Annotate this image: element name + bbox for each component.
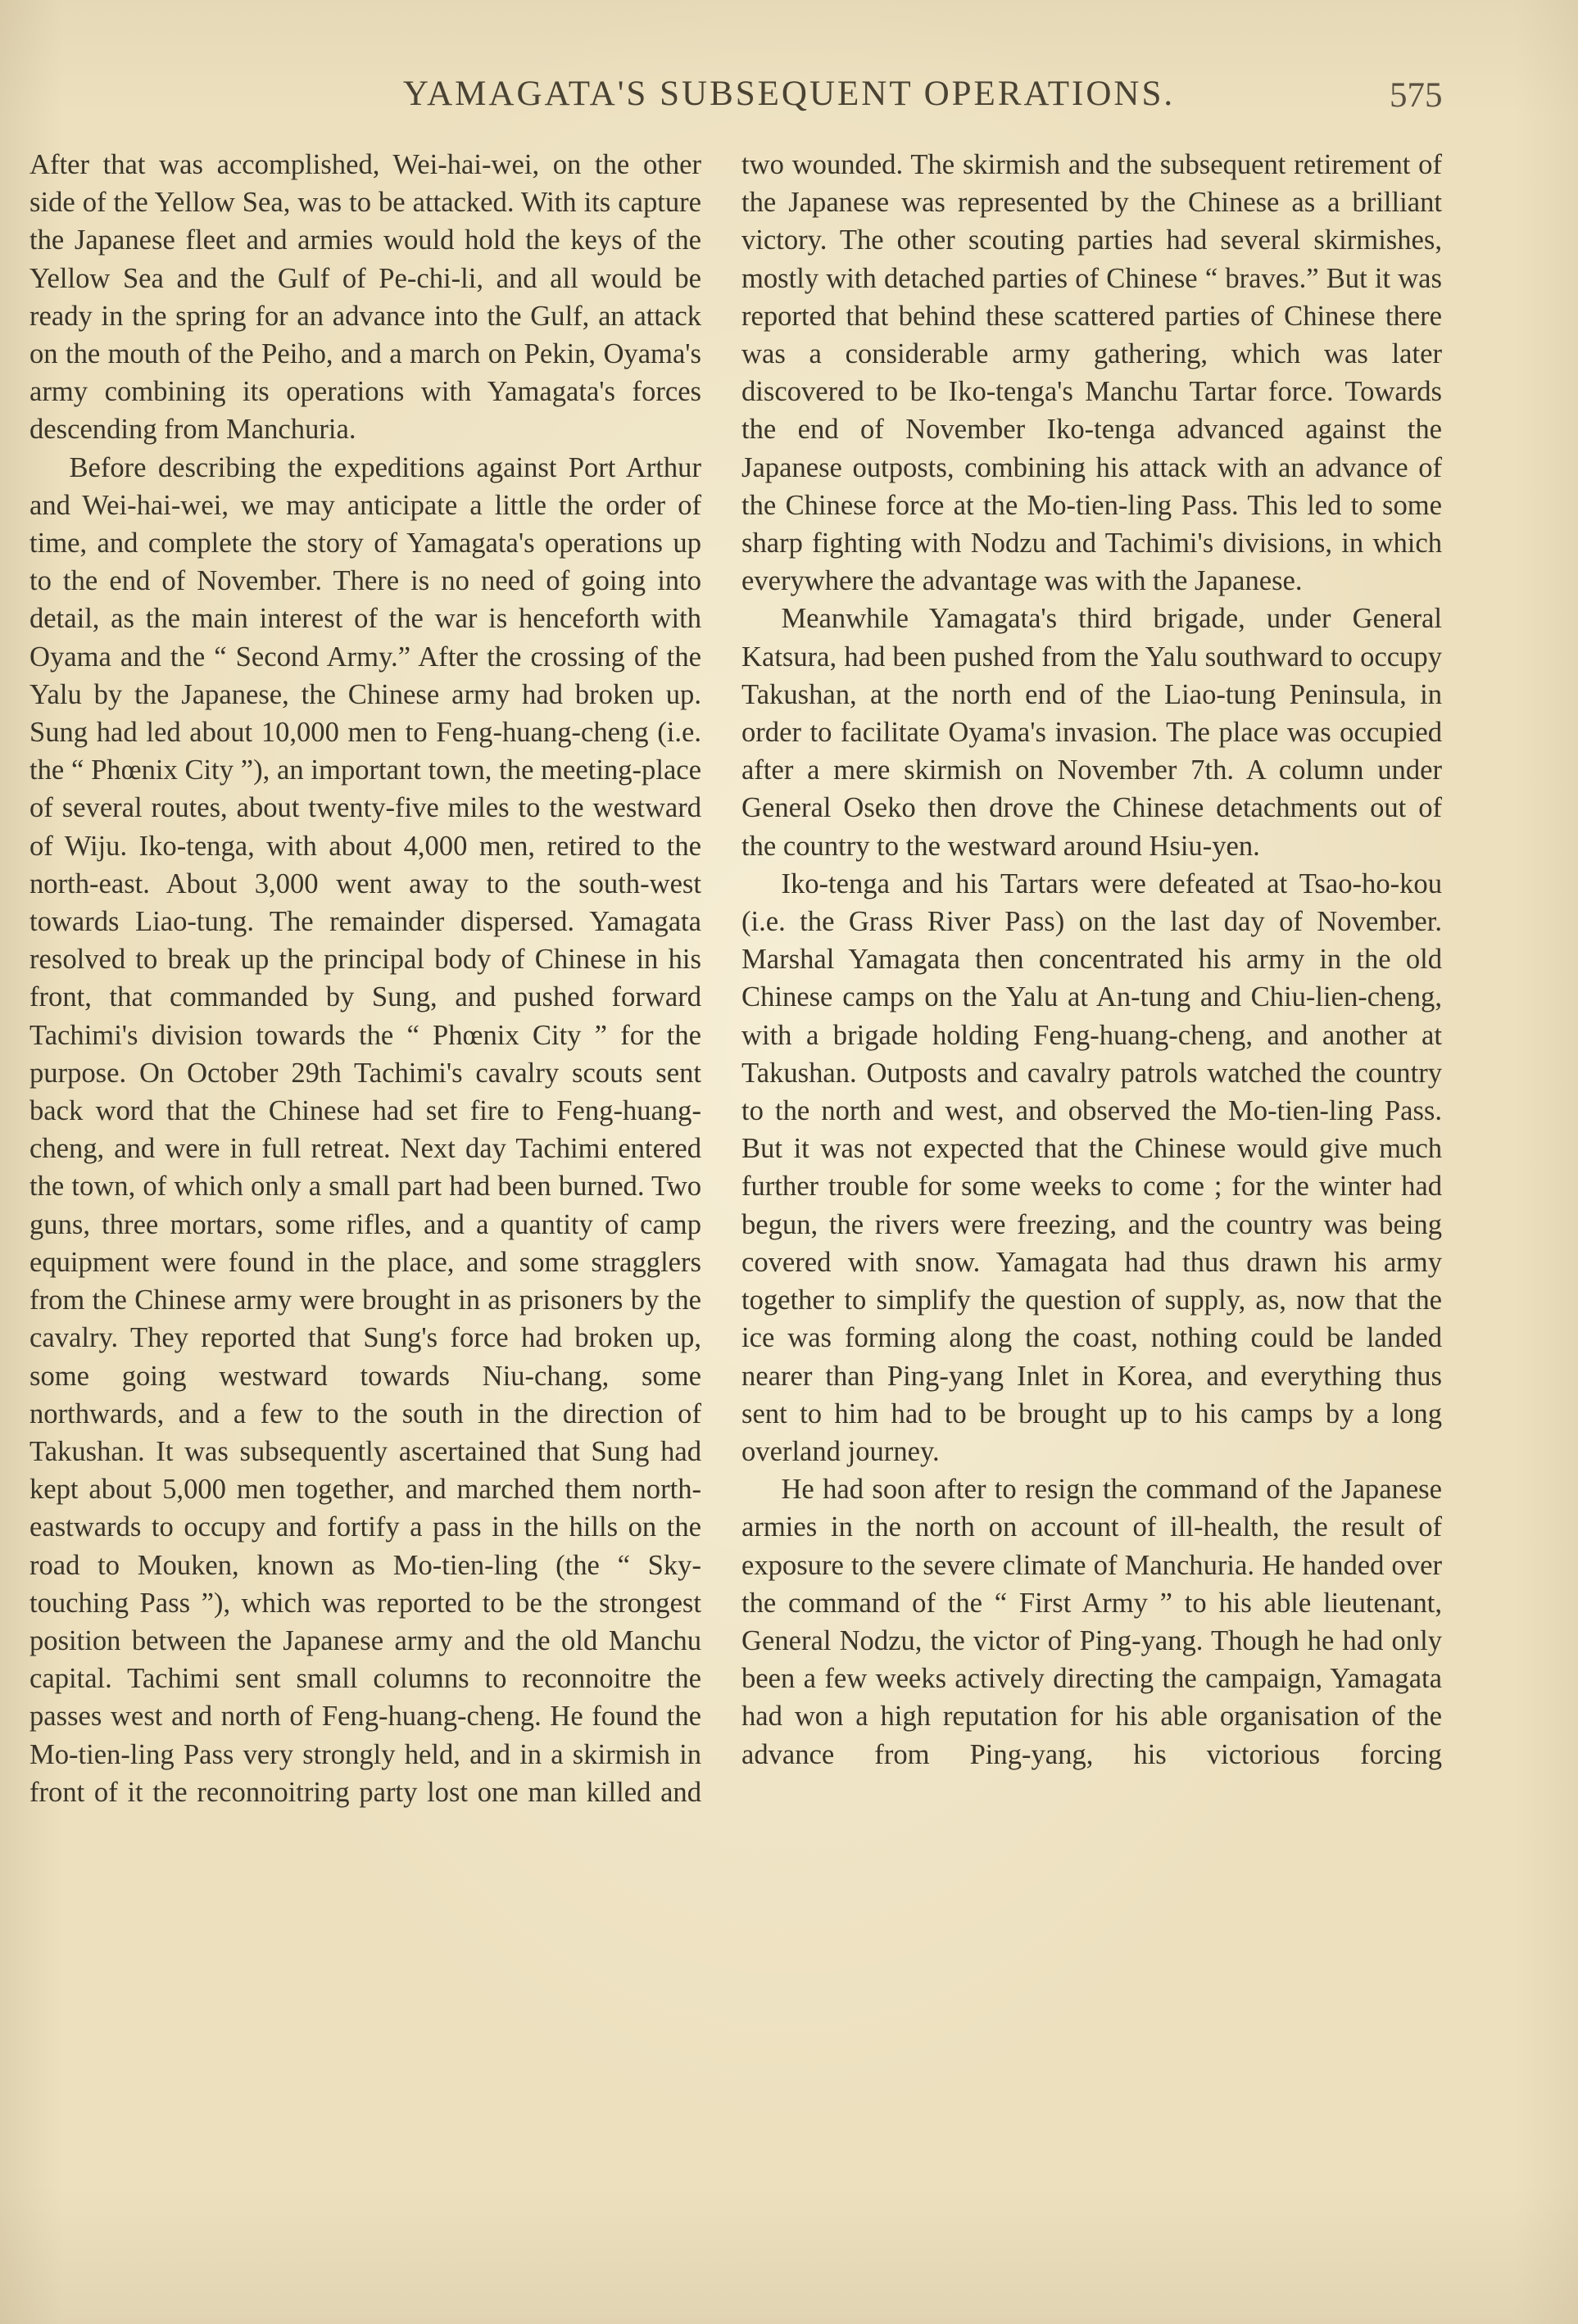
paragraph: two wounded. The skirmish and the subsequent retirement of the Japanese was represented by the Chinese as a brilliant victory. The other scouting parties had several skirmishes, mostly with detached parties of Chinese “ braves.” But it was reported that behind these scattered parties of Chinese there was a considerable army gathering, which was later discovered to be Iko-tenga's Manchu Tartar force. Towards the end of November Iko-tenga advanced against the Japanese outposts, combining his attack with an advance of the Chinese force at the Mo-tien-ling Pass. This led to some sharp fighting with Nodzu and Tachimi's divisions, in which everywhere the advantage was with the Japanese.: [741, 149, 1442, 597]
right-column: [741, 146, 1442, 1774]
page-number: 575: [1390, 76, 1443, 115]
paragraph: He had soon after to resign the command of the Japanese armies in the north on account of ill-health, the result of exposure to the severe climate of Manchuria. He handed over the command of the “ First Army ” to his able lieutenant, General Nodzu, the victor of Ping-yang. Though he had only been a few weeks actively directing the campaign, Yamagata had won a high reputation for his able organisation of the advance from Ping-yang, his victorious forcing: [741, 1474, 1442, 1770]
paragraph: Iko-tenga and his Tartars were defeated at Tsao-ho-kou (i.e. the Grass River Pass) on the last day of November. Marshal Yamagata then concentrated his army in the old Chinese camps on the Yalu at An-tung and Chiu-lien-cheng, with a brigade holding Feng-huang-cheng, and another at Takushan. Outposts and cavalry patrols watched the country to the north and west, and observed the Mo-tien-ling Pass. But it was not expected that the Chinese would give much further trouble for some weeks to come ; for the winter had begun, the rivers were freezing, and the country was being covered with snow. Yamagata had thus drawn his army together to simplify the question of supply, as, now that the ice was forming along the coast, nothing could be landed nearer than Ping-yang Inlet in Korea, and everything thus sent to him had to be brought up to his camps by a long overland journey.: [741, 868, 1442, 1467]
left-column: [29, 146, 701, 1811]
paragraph: Meanwhile Yamagata's third brigade, under General Katsura, had been pushed from the Yalu southward to occupy Takushan, at the north end of the Liao-tung Peninsula, in order to facilitate Oyama's invasion. The place was occupied after a mere skirmish on November 7th. A column under General Oseko then drove the Chinese detachments out of the country to the westward around Hsiu-yen.: [741, 603, 1442, 862]
paragraph: Before describing the expeditions against Port Arthur and Wei-hai-wei, we may anticipate a little the order of time, and complete the story of Yamagata's operations up to the end of November. There is no need of going into detail, as the main interest of the war is henceforth with Oyama and the “ Second Army.” After the crossing of the Yalu by the Japanese, the Chinese army had broken up. Sung had led about 10,000 men to Feng-huang-cheng (i.e. the “ Phœnix City ”), an important town, the meeting-place of several routes, about twenty-five miles to the westward of Wiju. Iko-tenga, with about 4,000 men, retired to the north-east. About 3,000 went away to the south-west towards Liao-tung. The remainder dispersed. Yamagata resolved to break up the principal body of Chinese in his front, that commanded by Sung, and pushed forward Tachimi's division towards the “ Phœnix City ” for the purpose. On October 29th Tachimi's cavalry scouts sent back word that the Chinese had set fire to Feng-huang-cheng, and were in full retreat. Next day Tachimi entered the town, of which only a small part had been burned. Two guns, three mortars, some rifles, and a quantity of camp equipment were found in the place, and some stragglers from the Chinese army were brought in as prisoners by the cavalry. They reported that Sung's force had broken up, some going westward towards Niu-chang, some northwards, and a few to the south in the direction of Takushan. It was subsequently ascertained that Sung had kept about 5,000 men together, and marched them north-eastwards to occupy and fortify a pass in the hills on the road to Mouken, known as Mo-tien-ling (the “ Sky-touching Pass ”), which was reported to be the strongest position between the Japanese army and the old Manchu capital. Tachimi sent small columns to reconnoitre the passes west and north of Feng-huang-cheng. He found the Mo-tien-ling Pass very strongly held, and in a skirmish in front of it the reconnoitring party lost one man killed and: [29, 451, 701, 1808]
paragraph: After that was accomplished, Wei-hai-wei, on the other side of the Yellow Sea, was to be attacked. With its capture the Japanese fleet and armies would hold the keys of the Yellow Sea and the Gulf of Pe-chi-li, and all would be ready in the spring for an advance into the Gulf, an attack on the mouth of the Peiho, and a march on Pekin, Oyama's army combining its operations with Yamagata's forces descending from Manchuria.: [29, 149, 701, 446]
running-head: YAMAGATA'S SUBSEQUENT OPERATIONS.: [402, 75, 1176, 113]
